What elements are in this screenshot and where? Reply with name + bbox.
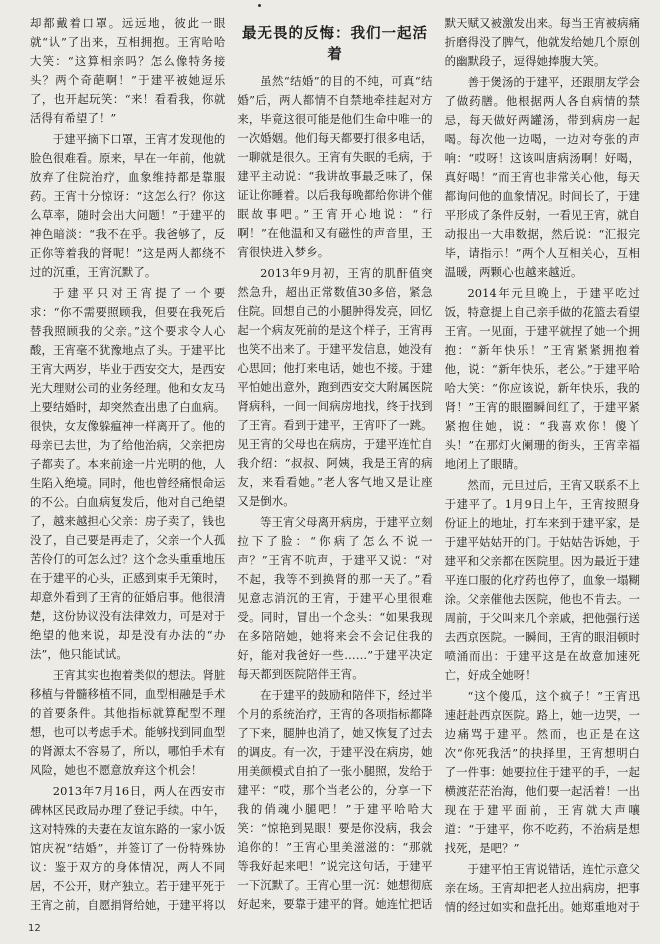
- paragraph: 王宵其实也抱着类似的想法。肾脏移植与骨髓移植不同，血型相融是手术的首要条件。其他指标就算配型不理想，也可以考虑手术。能够找到同血型的肾源太不容易了，所以，哪怕手术有风险，她也不愿意放弃这个机会！: [30, 668, 226, 777]
- page-number: 12: [28, 923, 41, 934]
- paragraph: “这个傻瓜，这个疯子！”王宵迅速赶赴西京医院。路上，她一边哭，一边痛骂于建平。然而，也正是在这次“你死我活”的抉择里，王宵想明白了一件事：她要拉住于建平的手，一起横渡茫茫治海，他们要一起活着！一出现在于建平面前，王宵就大声嚷道：“于建平，你不吃药，不治病是想找死，是吧？”: [444, 689, 640, 855]
- article-page: [30, 14, 640, 914]
- paragraph: 2014年元旦晚上，于建平吃过饭，特意提上自己亲手做的花篮去看望王宵。一见面，于建平就捏了她一个拥抱：“新年快乐！”王宵紧紧拥抱着他，说：“新年快乐，老公。”于建平哈哈大笑：“你应该说，新年快乐，我的肾！”王宵的眼圈瞬间红了，于建平紧紧抱住她，说：“我喜欢你！傻丫头！”在那灯火阑珊的街头，王宵幸福地闭上了眼睛。: [444, 286, 640, 471]
- section-title: 最无畏的反悔：我们一起活着: [241, 26, 428, 63]
- paragraph: 然而，元旦过后，王宵又联系不上于建平了。1月9日上午，王宵按照身份证上的地址，打车来到于建平家，是于建平姑姑开的门。于姑姑告诉她，于建平和父亲都在医院里。因为最近于建平连口服的化疗药也停了，血象一塌糊涂。父亲催他去医院，他也不肯去。一周前，于父叫来几个亲戚，把他强行送去西京医院。一瞬间，王宵的眼泪顿时喷涌而出：于建平这是在故意加速死亡，好成全她呀！: [444, 478, 640, 682]
- top-dot-mark: [258, 4, 261, 7]
- paragraph: 默天赋又被激发出来。每当王宵被病痛折磨得没了脾气，他就发给她几个原创的幽默段子，逗得她捧腹大笑。: [444, 16, 640, 68]
- column-1: [30, 14, 225, 914]
- paragraph: 却都戴着口罩。远远地，彼此一眼就“认”了出来，互相拥抱。王宵哈哈大笑：“这算相亲吗？怎么像特务接头？两个奇葩啊！”于建平被她逗乐了，也开起玩笑：“来！看看我，你就活得有希望了！”: [30, 16, 226, 125]
- paragraph: 于建平怕王宵说错话，连忙示意父亲在场。王宵却把老人拉出病房，把事情的经过如实和盘托出。她郑重地对于: [444, 862, 640, 914]
- paragraph: 于建平只对王宵提了一个要求：“你不需要照顾我，但要在我死后替我照顾我的父亲。”这个要求令人心酸，王宵毫不犹豫地点了头。于建平比王宵大两岁，毕业于西安交大，是西安光大理财公司的业务经理。他和女友马上要结婚时，却突然查出患了白血病。很快，女友像躲瘟神一样离开了。他的母亲已去世，为了给他治病，父亲把房子都卖了。本来前途一片光明的他，人生陷入绝境。同时，他也曾经痛恨命运的不公。白血病复发后，他对自己绝望了，越来越担心父亲：房子卖了，钱也没了，自己要是再走了，父亲一个人孤苦伶仃的可怎么过？这个念头重重地压在于建平的心头，正感到束手无策时，却意外看到了王宵的征婚启事。他很清楚，这份协议没有法律效力，可是对于绝望的他来说，却是没有办法的“办法”，他只能试试。: [30, 286, 226, 661]
- paragraph: 于建平摘下口罩，王宵才发现他的脸色很难看。原来，早在一年前，他就放弃了住院治疗，血象维持都是靠服药。王宵十分惊讶：“这怎么行？你这么草率，随时会出大问题！”于建平的神色暗淡：“我不在乎。我爸够了，反正你等着我的肾呢！”这是两人都绕不过的沉重，王宵沉默了。: [30, 132, 226, 279]
- paragraph: 在于建平的鼓励和陪伴下，经过半个月的系统治疗，王宵的各项指标都降了下来，腿肿也消了，她又恢复了过去的调皮。有一次，于建平没在病房，她用美颜模式自拍了一张小腿照，发给于建平：“哎，那个当老公的，分享一下我的俏魂小腿吧！”于建平哈哈大笑：“惊艳到晃眼！要是你没病，我会追你的！”王宵心里美滋滋的：“那就等我好起来吧！”说完这句话，于建平一下沉默了。王宵心里一沉：她想彻底好起来，要靠于建平的肾。她连忙把话: [237, 688, 433, 911]
- column-2: [237, 14, 432, 914]
- paragraph: 善于煲汤的于建平，还跟朋友学会了做药膳。他根据两人各自病情的禁忌，每天做好两罐汤，带到病房一起喝。每次他一边喝，一边对夸张的声响：“哎呀！这该叫唐病汤啊！好喝，真好喝！”而王宵也非常关心他，每天都询问他的血象情况。时间长了，于建平形成了条件反射，一看见王宵，就自动报出一大串数据，然后说：“汇报完毕，请指示！”两个人互相关心，互相温暖，两颗心也越来越近。: [444, 75, 640, 279]
- paragraph: 2013年7月16日，两人在西安市碑林区民政局办理了登记手续。中午，这对特殊的夫妻在友谊东路的一家小饭馆庆祝“结婚”，并签订了一份特殊协议：鉴于双方的身体情况，两人不同居，不公开，财产独立。若于建平死于王宵之前，自愿捐肾给她，于建平将以: [30, 784, 226, 912]
- paragraph: 虽然“结婚”的目的不纯，可真“结婚”后，两人都情不自禁地牵挂起对方来，毕竟这很可能是他们生命中唯一的一次婚姻。他们每天都要打很多电话，一聊就是很久。王宵有失眠的毛病，于建平主动说：“我讲故事最乏味了，保证让你睡着。以后我每晚都给你讲个催眠故事吧。”王宵开心地说：“行啊！”在他温和又有磁性的声音里，王宵很快进入梦乡。: [237, 74, 433, 259]
- paragraph: 2013年9月初，王宵的肌酐值突然急升，超出正常数值30多倍，紧急住院。回想自己的小腿肿得发亮，回忆起一个病友死前的是这个样子，王宵再也笑不出来了。于建平发信息，她没有心思回；他打来电话，她也不接。于建平怕她出意外，跑到西安交大附属医院肾病科，一间一间病房地找，终于找到了王宵。看到于建平，王宵吓了一跳。见王宵的父母也在病房，于建平连忙自我介绍：“叔叔、阿姨，我是王宵的病友，来看看她。”老人客气地又是让座又是倒水。: [237, 266, 433, 508]
- paragraph: 等王宵父母离开病房，于建平立刻拉下了脸：“你病了怎么不说一声？”王宵不吭声，于建平又说：“对不起，我等不到换肾的那一天了。”看见意志消沉的王宵，于建平心里很难受。同时，冒出一个念头：“如果我现在多陪陪她，她将来会不会记住我的好，能对我爸好一些……”于建平决定每天都到医院陪伴王宵。: [237, 515, 433, 681]
- column-3: [445, 14, 640, 914]
